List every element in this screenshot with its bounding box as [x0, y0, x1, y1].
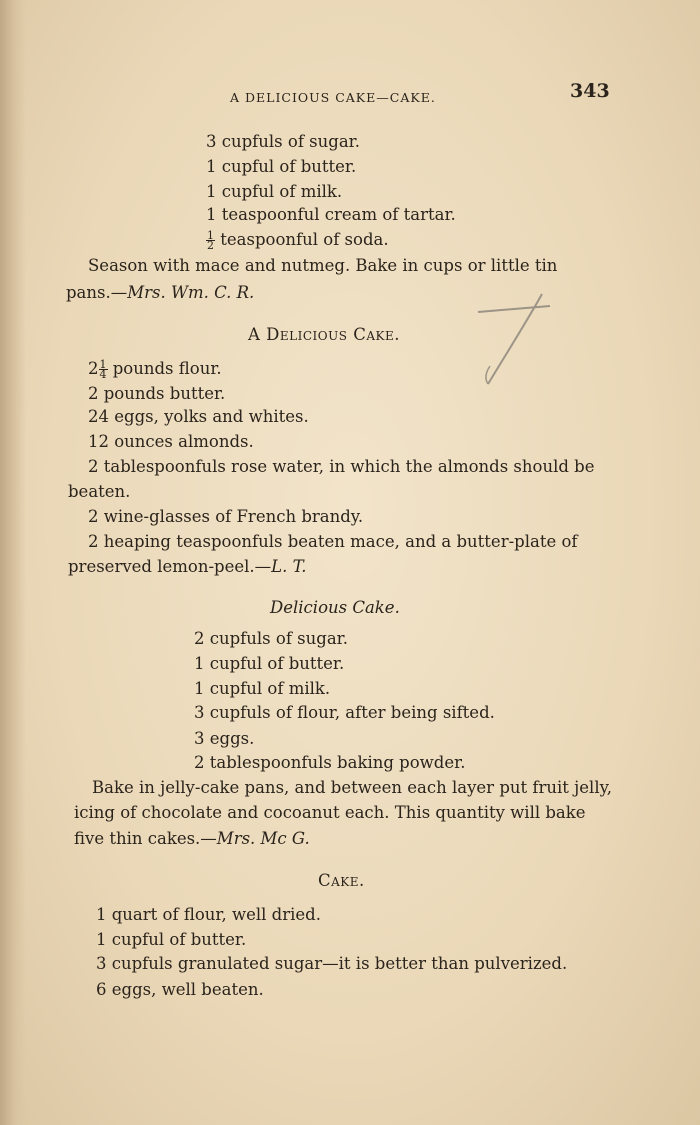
ingredient-line: 1 quart of flour, well dried.: [96, 905, 321, 924]
recipe-title: Delicious Cake.: [270, 598, 400, 617]
ingredient-line: 2 tablespoonfuls baking powder.: [194, 753, 466, 772]
instruction-line: Season with mace and nutmeg. Bake in cups or little tin: [88, 256, 558, 275]
ingredient-line: 2 $\frac{1}{4}$ pounds flour.: [88, 358, 222, 381]
ingredient-line: 3 cupfuls of flour, after being sifted.: [194, 703, 495, 722]
page-gutter-shadow: [0, 0, 26, 1125]
ingredient-line: 1 cupful of milk.: [206, 182, 343, 201]
page-number: 343: [570, 80, 610, 102]
ingredient-line: 1 cupful of butter.: [206, 157, 357, 176]
ingredient-line: 2 pounds butter.: [88, 384, 226, 403]
ingredient-line: 1 cupful of milk.: [194, 679, 331, 698]
recipe-title: Cake.: [318, 871, 365, 890]
fraction: $\frac{1}{2}$: [207, 229, 214, 252]
attribution: Mrs. Wm. C. R.: [127, 283, 255, 302]
pencil-check-mark: [470, 286, 560, 391]
ingredient-line: 12 ounces almonds.: [88, 432, 254, 451]
ingredient-line: 2 tablespoonfuls rose water, in which the almonds should be: [88, 457, 595, 476]
running-head: A DELICIOUS CAKE—CAKE.: [230, 90, 436, 105]
ingredient-line: $\frac{1}{2}$ teaspoonful of soda.: [207, 229, 389, 252]
instruction-line: Bake in jelly-cake pans, and between each layer put fruit jelly,: [92, 778, 612, 797]
ingredient-line: preserved lemon-peel.—L. T.: [68, 557, 307, 576]
ingredient-line: 1 cupful of butter.: [96, 930, 247, 949]
recipe-title: A Delicious Cake.: [248, 325, 400, 344]
ingredient-line: 2 heaping teaspoonfuls beaten mace, and a butter-plate of: [88, 532, 578, 551]
instruction-line: pans.—Mrs. Wm. C. R.: [66, 283, 255, 302]
ingredient-line: 1 cupful of butter.: [194, 654, 345, 673]
attribution: L. T.: [271, 557, 307, 576]
ingredient-line: beaten.: [68, 482, 131, 501]
ingredient-line: 6 eggs, well beaten.: [96, 980, 264, 999]
instruction-line: five thin cakes.—Mrs. Mc G.: [74, 829, 310, 848]
instruction-line: icing of chocolate and cocoanut each. This quantity will bake: [74, 803, 586, 822]
attribution: Mrs. Mc G.: [216, 829, 310, 848]
ingredient-line: 2 cupfuls of sugar.: [194, 629, 348, 648]
fraction: $\frac{1}{4}$: [99, 358, 107, 381]
ingredient-line: 1 teaspoonful cream of tartar.: [206, 205, 456, 224]
ingredient-line: 3 cupfuls of sugar.: [206, 132, 360, 151]
ingredient-line: 2 wine-glasses of French brandy.: [88, 507, 364, 526]
ingredient-line: 24 eggs, yolks and whites.: [88, 407, 309, 426]
ingredient-line: 3 cupfuls granulated sugar—it is better than pulverized.: [96, 954, 568, 973]
ingredient-line: 3 eggs.: [194, 729, 255, 748]
